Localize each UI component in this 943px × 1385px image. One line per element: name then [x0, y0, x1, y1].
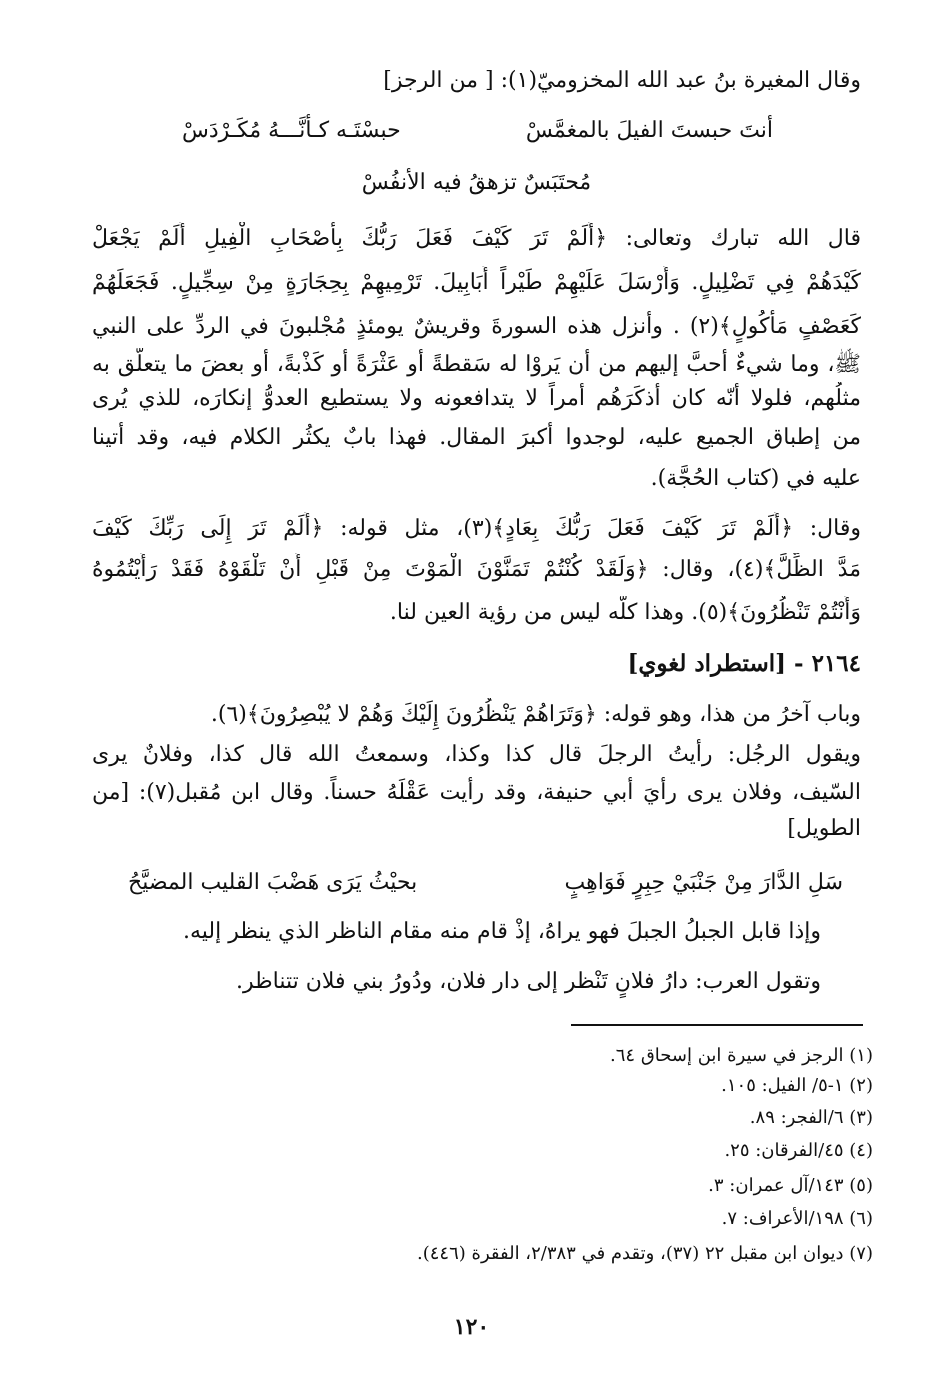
footnote-item: (٧) ديوان ابن مقبل ٢٢ (٣٧)، وتقدم في ٢/٣٨٣، الفقرة (٤٤٦). — [417, 1243, 873, 1264]
para2-line: وقال: ﴿أَلَمْ تَرَ كَيْفَ فَعَلَ رَبُّكَ بِعَادٍ﴾(٣)، مثل قوله: ﴿أَلَمْ تَرَ إِلَى رَبِّكَ كَيْفَ — [92, 516, 861, 541]
para1-line: قال الله تبارك وتعالى: ﴿أَلَمْ تَرَ كَيْفَ فَعَلَ رَبُّكَ بِأَصْحَابِ الْفِيلِ أَلَمْ يَجْعَلْ — [92, 226, 861, 251]
footnote-item: (١) الرجز في سيرة ابن إسحاق ٦٤. — [610, 1045, 873, 1066]
para1-line: مثلُهم، فلولا أنّه كان أذكَرَهُم أمراً لا يتدافعونه ولا يستطيع العدوُّ إنكارَه، للذي يُرى — [92, 386, 861, 411]
para1-line: كَيْدَهُمْ فِي تَضْلِيلٍ. وَأَرْسَلَ عَلَيْهِمْ طَيْراً أَبَابِيلَ. تَرْمِيهِمْ بِحِجَارَةٍ مِنْ سِجِّيلٍ. فَجَعَلَهُمْ — [92, 270, 861, 295]
footnote-item: (٢) ١-٥/ الفيل: ١٠٥. — [721, 1075, 873, 1096]
footnote-item: (٦) ١٩٨/الأعراف: ٧. — [721, 1208, 873, 1229]
para1-line: من إطباق الجميع عليه، لوجدوا أكبرَ المقال. فهذا بابٌ يكثُر الكلام فيه، وقد أتينا — [92, 425, 861, 450]
intro-line: وقال المغيرة بنُ عبد الله المخزوميّ(١): [ من الرجز] — [383, 68, 861, 93]
footnote-item: (٥) ١٤٣/آل عمران: ٣. — [708, 1175, 873, 1196]
para2-line: مَدَّ الظِّلَّ﴾(٤)، وقال: ﴿وَلَقَدْ كُنْتُمْ تَمَنَّوْنَ الْمَوْتَ مِنْ قَبْلِ أَنْ تَلْقَوْهُ فَقَدْ رَأَيْتُمُوهُ — [92, 557, 861, 582]
poem2-hemistich-left: بحيْثُ يَرَى هَضْبَ القليب المضيَّحُ — [128, 870, 418, 895]
poem1-hemistich-left: حبسْتَـه كـأنَّـــهُ مُكَـرْدَسْ — [182, 118, 401, 143]
para1-last-line: عليه في (كتاب الحُجَّة). — [650, 466, 861, 491]
poem1-hemistich-right: أنتَ حبستَ الفيلَ بالمغمَّسْ — [525, 118, 773, 143]
para2-last-line: وَأَنْتُمْ تَنْظُرُونَ﴾(٥). وهذا كلّه ليس من رؤية العين لنا. — [389, 600, 861, 625]
para5-line: وتقول العرب: دارُ فلانٍ تَنْظر إلى دار فلان، ودُورُ بني فلان تتناظر. — [235, 969, 821, 994]
para3-first-line: وباب آخرُ من هذا، وهو قوله: ﴿وَتَرَاهُمْ يَنْظُرُونَ إِلَيْكَ وَهُمْ لا يُبْصِرُونَ﴾(٦). — [210, 702, 861, 727]
para3-line: السّيف، وفلان يرى رأيَ أبي حنيفة، وقد رأيت عَقْلَهُ حسناً. وقال ابن مُقبل(٧): [من — [92, 780, 861, 805]
para3-line: ويقول الرجُل: رأيتُ الرجلَ قال كذا وكذا، وسمعتُ الله قال كذا، وفلانٌ يرى — [92, 742, 861, 767]
footnote-item: (٣) ٦/الفجر: ٨٩. — [749, 1107, 873, 1128]
section-heading: ٢١٦٤ - [استطراد لغوي] — [627, 650, 861, 677]
poem1-center-line: مُحتَبَسٌ تزهقُ فيه الأنفُسْ — [361, 170, 592, 195]
page-number: ١٢٠ — [453, 1314, 490, 1340]
poem2-hemistich-right: سَلِ الدَّارَ مِنْ جَنْبَيْ حِبِرٍ فَوَاهِبٍ — [564, 870, 843, 895]
para1-line: كَعَصْفٍ مَأْكُولٍ﴾(٢) . وأنزل هذه السورةَ وقريشٌ يومئذٍ مُجْلبونَ في الردِّ على النبي — [92, 314, 861, 339]
para3-last-line: الطويل] — [787, 816, 861, 841]
para1-line: ﷺ، وما شيءٌ أحبَّ إليهم من أن يَروْا له سَقطةً أو عَثْرَةً أو كَذْبةً، أو بعضَ ما يتعلّق به — [92, 352, 861, 377]
footnote-item: (٤) ٤٥/الفرقان: ٢٥. — [724, 1140, 873, 1161]
footnote-divider — [571, 1024, 863, 1026]
para4-line: وإذا قابل الجبلُ الجبلَ فهو يراهُ، إذْ قام منه مقام الناظر الذي ينظر إليه. — [183, 919, 821, 944]
